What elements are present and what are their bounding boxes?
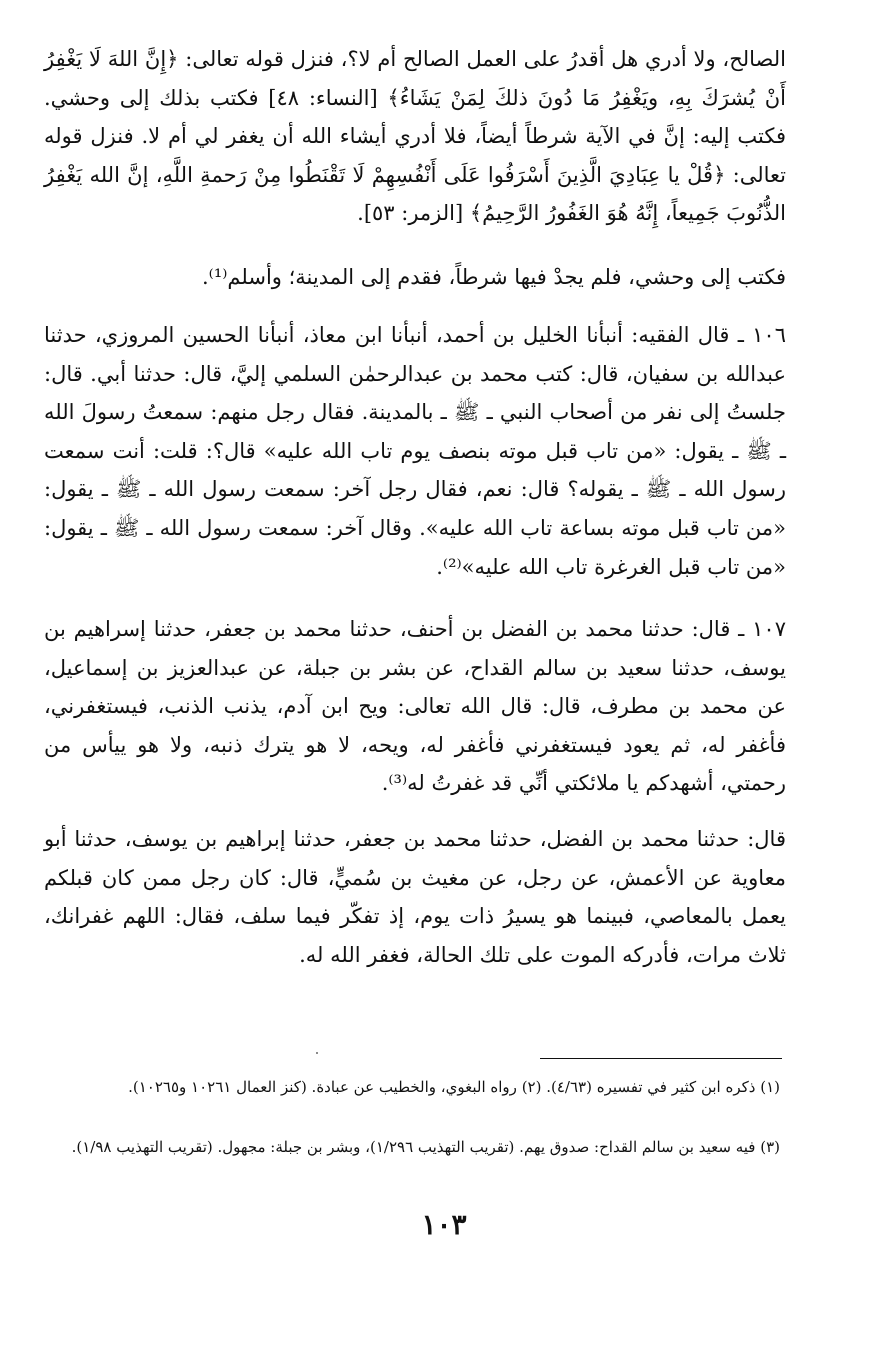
paragraph-hadith-106: ١٠٦ ـ قال الفقيه: أنبأنا الخليل بن أحمد، أنبأنا ابن معاذ، أنبأنا الحسين المروزي، حدثنا عبدالله بن سفيان، قال: كتب محمد بن عبدالرحمٰن السلمي إليَّ، قال: حدثنا أبي. قال: جلستُ إلى نفر من أصحاب النبي ـ ﷺ ـ بالمدينة. فقال رجل منهم: سمعتُ رسولَ الله ـ ﷺ ـ يقول: «من تاب قبل موته بنصف يوم تاب الله عليه» قال؟: قلت: أنت سمعت رسول الله ـ ﷺ ـ يقوله؟ قال: نعم، فقال رجل آخر: سمعت رسول الله ـ ﷺ ـ يقول: «من تاب قبل موته بساعة تاب الله عليه». وقال آخر: سمعت رسول الله ـ ﷺ ـ يقول: «من تاب قبل الغرغرة تاب الله عليه»⁽²⁾. xyxy=(44,323,786,579)
footnote-1-2: (١) ذكره ابن كثير في تفسيره (٤/٦٣). (٢) رواه البغوي، والخطيب عن عبادة. (كنز العمال ١٠٢٦١ و١٠٢٦٥). xyxy=(128,1078,780,1096)
paragraph-mughith-narration: قال: حدثنا محمد بن الفضل، حدثنا محمد بن جعفر، حدثنا إبراهيم بن يوسف، حدثنا أبو معاوية عن الأعمش، عن رجل، عن مغيث بن سُميٍّ، قال: كان رجل ممن كان قبلكم يعمل بالمعاصي، فبينما هو يسيرُ ذات يوم، إذ تفكّر فيما سلف، فقال: اللهم غفرانك، ثلاث مرات، فأدركه الموت على تلك الحالة، فغفر الله له. xyxy=(44,827,786,967)
paragraph-quran-verses: الصالح، ولا أدري هل أقدرُ على العمل الصالح أم لا؟، فنزل قوله تعالى: ﴿إِنَّ اللهَ لَا يَغْفِرُ أَنْ يُشرَكَ بِهِ، ويَغْفِرُ مَا دُونَ ذلكَ لِمَنْ يَشَاءُ﴾ [النساء: ٤٨] فكتب بذلك إلى وحشي. فكتب إليه: إنَّ في الآية شرطاً أيضاً، فلا أدري أيشاء الله أن يغفر لي أم لا. فنزل قوله تعالى: ﴿قُلْ يا عِبَادِيَ الَّذِينَ أَسْرَفُوا عَلَى أَنْفُسِهِمْ لَا تَقْنَطُوا مِنْ رَحمةِ اللَّهِ، إنَّ الله يَغْفِرُ الذُّنُوبَ جَمِيعاً، إِنَّهُ هُوَ الغَفُورُ الرَّحِيمُ﴾ [الزمر: ٥٣]. xyxy=(44,47,786,226)
paragraph-wahshi-islam: فكتب إلى وحشي، فلم يجدْ فيها شرطاً، فقدم إلى المدينة؛ وأسلم⁽¹⁾. xyxy=(202,265,786,289)
footnote-3: (٣) فيه سعيد بن سالم القداح: صدوق يهم. (تقريب التهذيب ١/٢٩٦)، وبشر بن جبلة: مجهول. (تقريب التهذيب ١/٩٨). xyxy=(71,1138,780,1156)
paragraph-hadith-107: ١٠٧ ـ قال: حدثنا محمد بن الفضل بن أحنف، حدثنا محمد بن جعفر، حدثنا إسراهيم بن يوسف، حدثنا سعيد بن سالم القداح، عن بشر بن جبلة، عن عبدالعزيز بن إسماعيل، عن محمد بن مطرف، قال: قال الله تعالى: ويح ابن آدم، يذنب الذنب، فيستغفرني، فأغفر له، ثم يعود فيستغفرني فأغفر له، ويحه، لا هو يترك ذنبه، ولا هو ييأس من رحمتي، أشهدكم يا ملائكتي أنِّي قد غفرتُ له⁽³⁾. xyxy=(44,617,786,796)
scan-speck xyxy=(316,1052,318,1054)
footnote-separator xyxy=(540,1058,782,1059)
page-number: ١٠٣ xyxy=(421,1208,467,1241)
